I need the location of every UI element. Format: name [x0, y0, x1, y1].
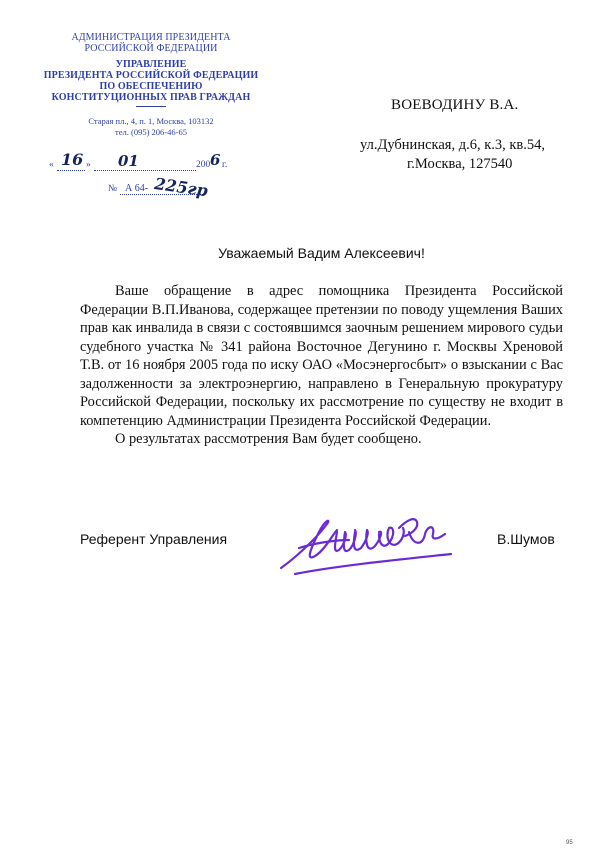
- letter-body: [80, 282, 563, 449]
- body-paragraph-2: О результатах рассмотрения Вам будет сообщено.: [115, 431, 422, 447]
- date-open-quote: «: [49, 160, 54, 170]
- signatory-position: Референт Управления: [80, 531, 228, 547]
- number-label: №: [108, 184, 118, 194]
- recipient-name: ВОЕВОДИНУ В.А.: [391, 97, 519, 113]
- letterhead: [20, 32, 282, 138]
- letterhead-line-1: АДМИНИСТРАЦИЯ ПРЕЗИДЕНТА: [71, 32, 231, 43]
- department-line-2: ПРЕЗИДЕНТА РОССИЙСКОЙ ФЕДЕРАЦИИ: [43, 70, 259, 81]
- recipient-city: г.Москва, 127540: [407, 156, 513, 172]
- recipient-street: ул.Дубнинская, д.6, к.3, кв.54,: [360, 137, 546, 153]
- letterhead-phone: тел. (095) 206-46-65: [115, 127, 187, 137]
- date-close-quote: »: [86, 160, 91, 170]
- letterhead-line-2: РОССИЙСКОЙ ФЕДЕРАЦИИ: [84, 43, 218, 54]
- date-day-underline: [57, 170, 85, 171]
- number-handwritten: 225гр: [153, 174, 210, 201]
- date-year-prefix: 200: [196, 160, 211, 170]
- date-month: 01: [118, 152, 139, 170]
- body-paragraph-1: Ваше обращение в адрес помощника Президента Российской Федерации В.П.Иванова, содержащее претензии по поводу ущемления Ваших прав как инвалида в связи с состоявшимся заочным решением мирового судьи судебного участка № 341 района Восточное Дегунино г. Москвы Хреновой Т.В. от 16 ноября 2005 года по иску ОАО «Мосэнергосбыт» о взыскании с Вас задолженности за электроэнергию, направлено в Генеральную прокуратуру Российской Федерации, поскольку их рассмотрение по существу не входит в компетенцию Администрации Президента Российской Федерации.: [80, 283, 563, 429]
- date-year-mark: г.: [222, 160, 228, 170]
- date-month-underline: [94, 170, 196, 171]
- department-line-3: ПО ОБЕСПЕЧЕНИЮ: [99, 81, 203, 92]
- page-number: 95: [566, 840, 573, 846]
- department-line-1: УПРАВЛЕНИЕ: [115, 59, 187, 70]
- greeting: Уважаемый Вадим Алексеевич!: [218, 245, 425, 261]
- department-line-4: КОНСТИТУЦИОННЫХ ПРАВ ГРАЖДАН: [51, 92, 251, 103]
- date-year-suffix: 6: [210, 151, 221, 169]
- number-printed: А 64-: [125, 183, 149, 194]
- date-day: 16: [61, 150, 84, 169]
- letterhead-address: Старая пл., 4, п. 1, Москва, 103132: [88, 116, 214, 126]
- handwritten-signature: [275, 510, 460, 582]
- signatory-name: В.Шумов: [497, 531, 555, 547]
